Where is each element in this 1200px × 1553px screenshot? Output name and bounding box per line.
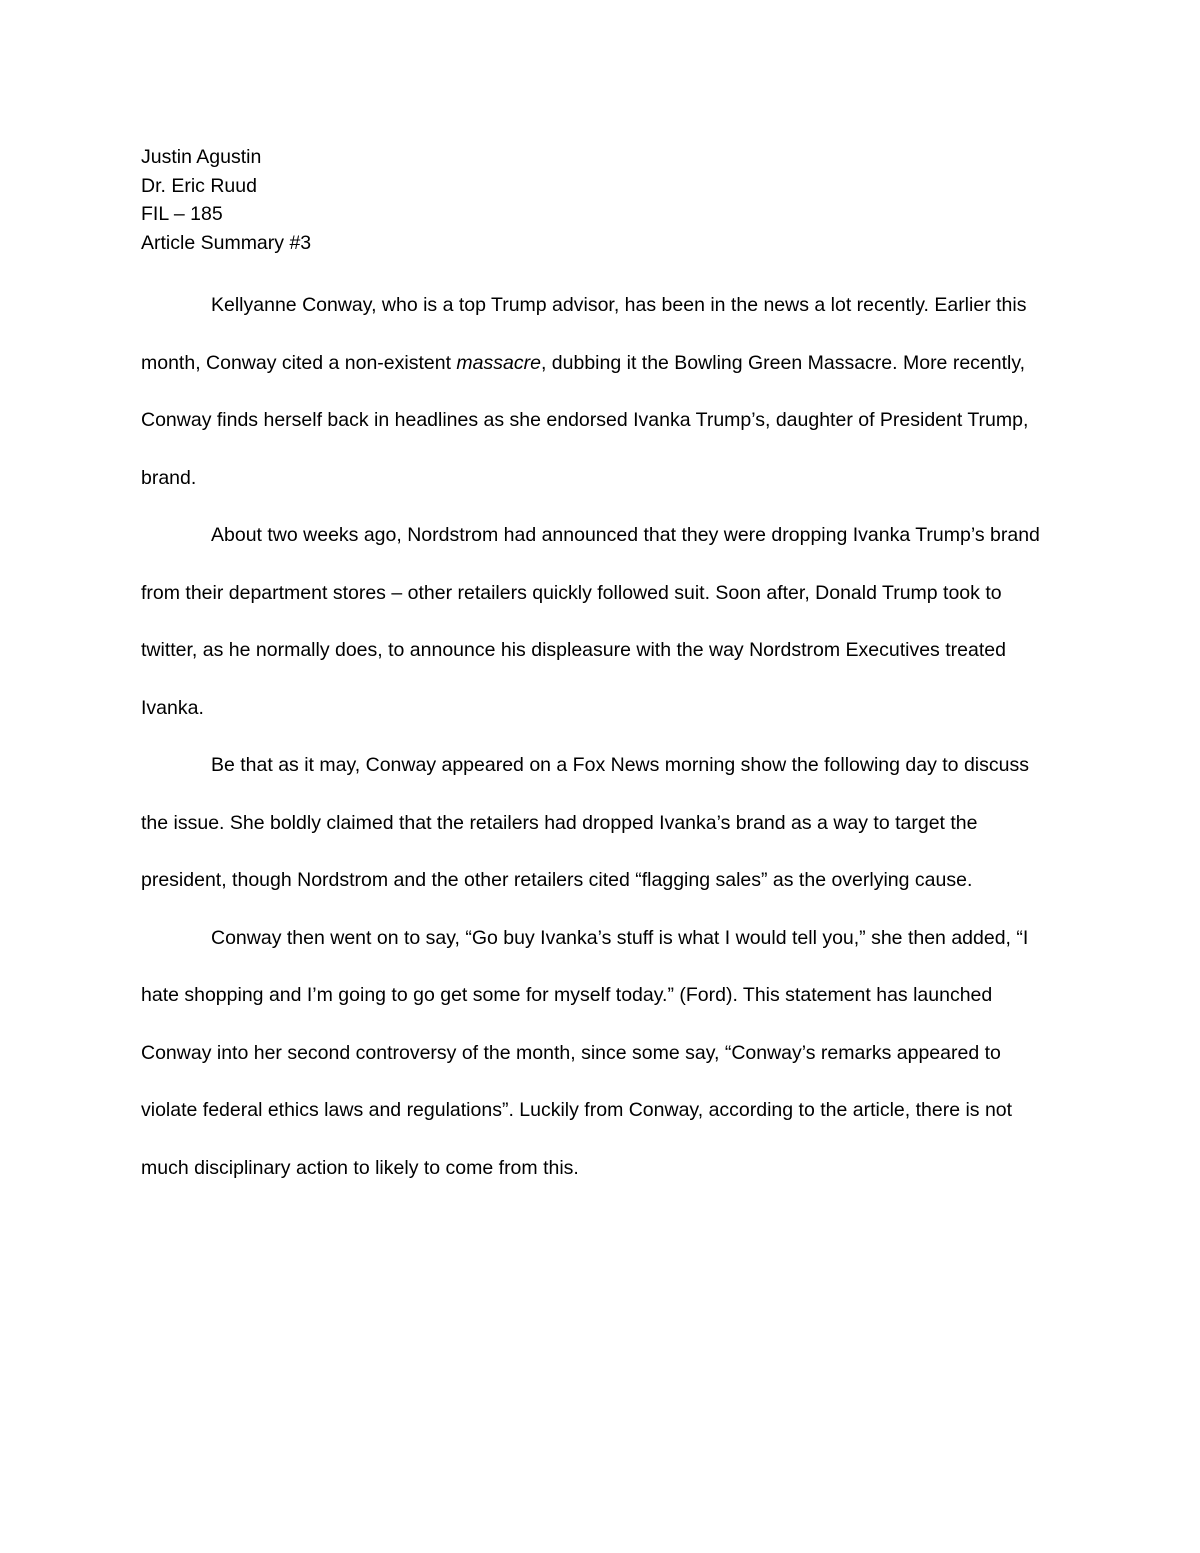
paragraph-1-emphasis: massacre bbox=[456, 351, 541, 374]
paragraph-4: Conway then went on to say, “Go buy Ivanka’s stuff is what I would tell you,” she then added, “I hate shopping and I’m going to go get some for myself today.” (Ford). This statement has launched Conway into her second controversy of the month, since some say, “Conway’s remarks appeared to violate federal ethics laws and regulations”. Luckily from Conway, according to the article, there is not much disciplinary action to likely to come from this. bbox=[141, 926, 1029, 1179]
author-name: Justin Agustin bbox=[141, 146, 262, 168]
paragraph-1 bbox=[141, 277, 1061, 507]
assignment-title: Article Summary #3 bbox=[141, 231, 312, 254]
heading-block bbox=[141, 143, 1061, 257]
course-code: FIL – 185 bbox=[141, 203, 223, 225]
paragraph-1-text-start: Kellyanne Conway, who is a top Trump advisor, has been in the news a lot recently. Earlier this month, Conway cited a non-existent bbox=[141, 294, 1027, 374]
document-content bbox=[141, 143, 1061, 1197]
paragraph-1-text-end: , dubbing it the Bowling Green Massacre. More recently, Conway finds herself back in headlines as she endorsed Ivanka Trump’s, daughter of President Trump, brand. bbox=[141, 351, 1029, 489]
instructor-name: Dr. Eric Ruud bbox=[141, 174, 257, 197]
paragraph-2: About two weeks ago, Nordstrom had announced that they were dropping Ivanka Trump’s brand from their department stores – other retailers quickly followed suit. Soon after, Donald Trump took to twitter, as he normally does, to announce his displeasure with the way Nordstrom Executives treated Ivanka. bbox=[141, 524, 1040, 719]
paragraph-3: Be that as it may, Conway appeared on a Fox News morning show the following day to discuss the issue. She boldly claimed that the retailers had dropped Ivanka’s brand as a way to target the president, though Nordstrom and the other retailers cited “flagging sales” as the overlying cause. bbox=[141, 754, 1029, 891]
body-text bbox=[141, 277, 1061, 1197]
